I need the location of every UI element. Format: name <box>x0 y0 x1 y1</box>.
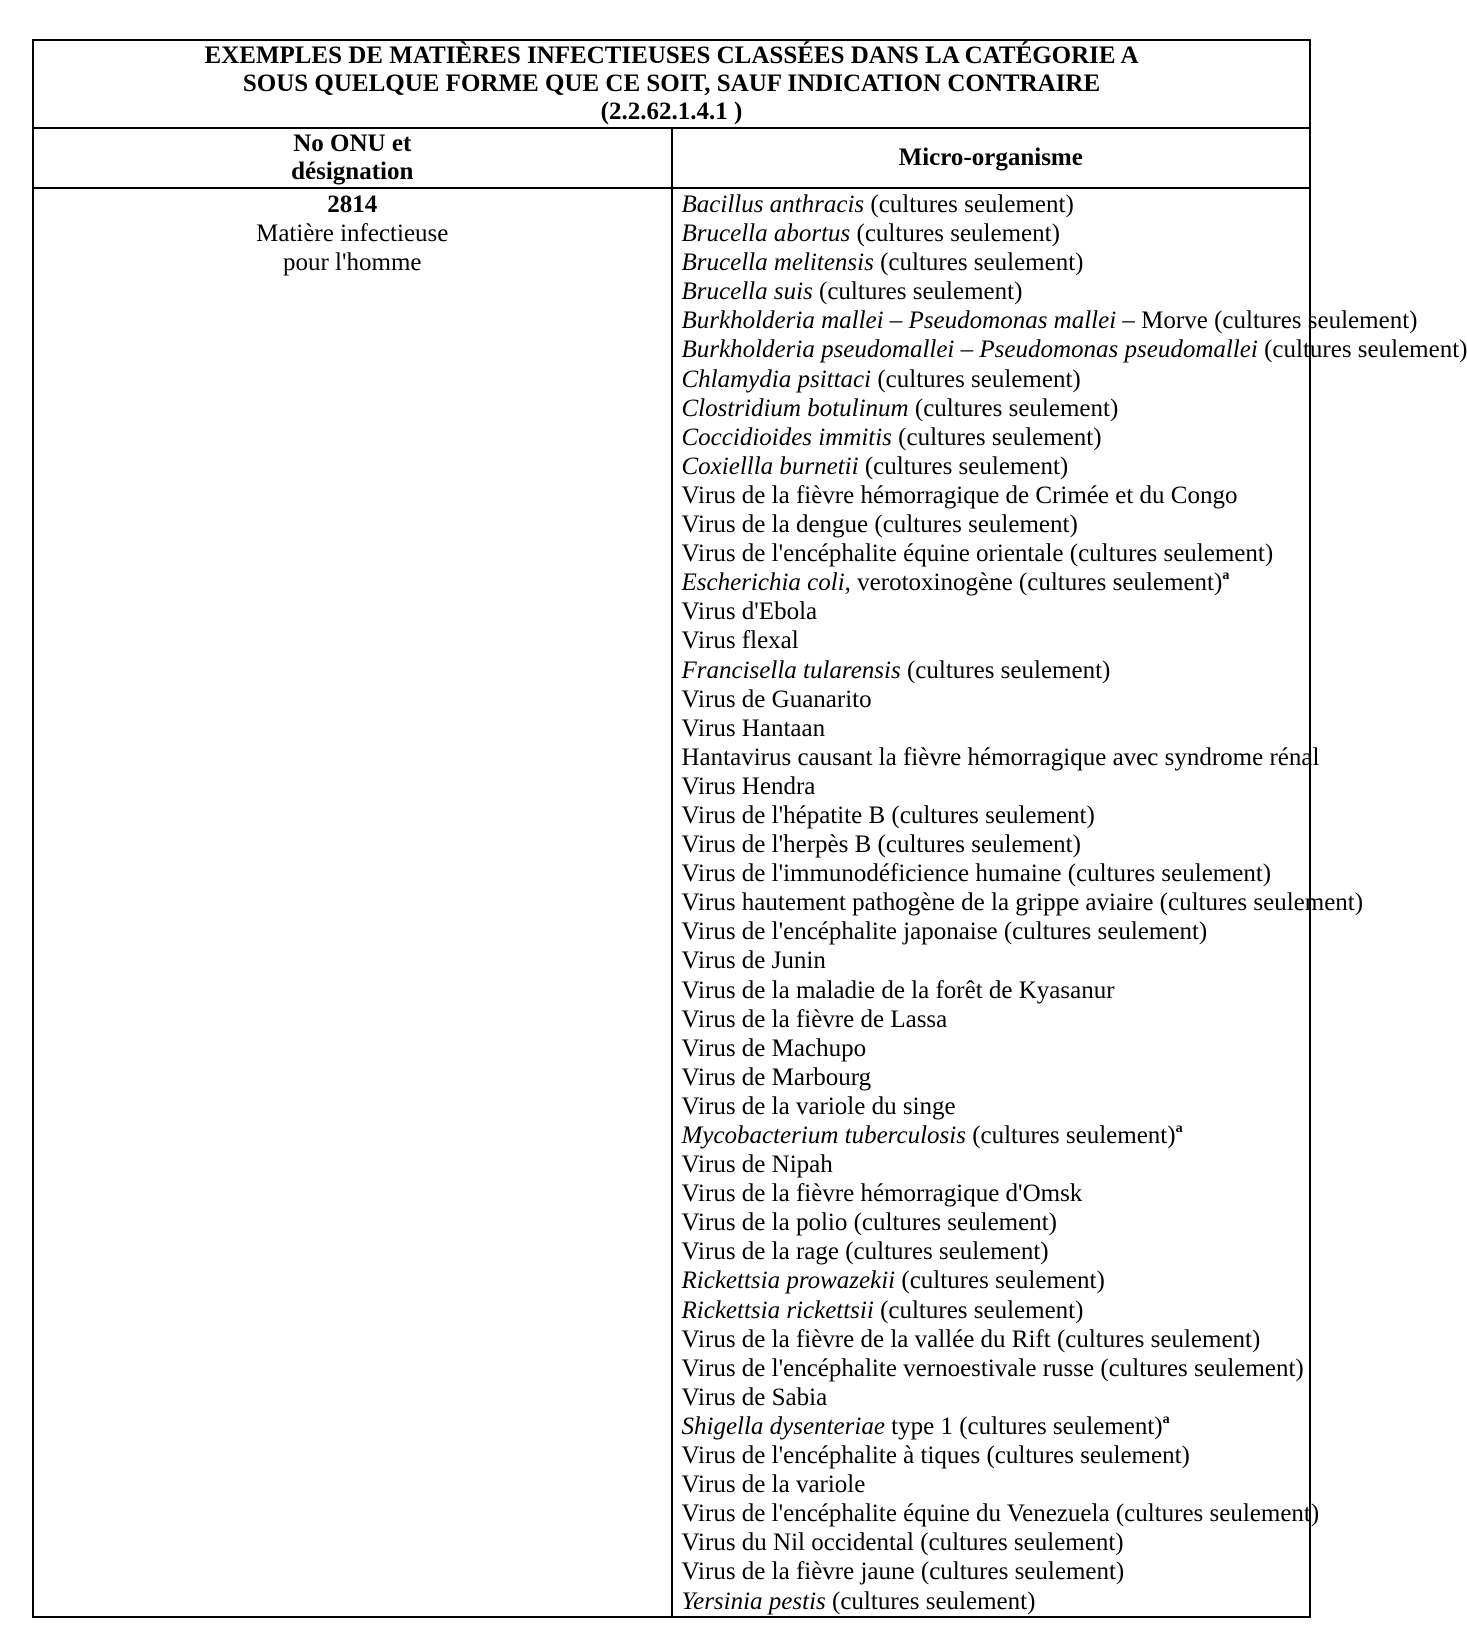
list-item <box>682 1557 1310 1586</box>
organism-text: Virus de l'herpès B (cultures seulement) <box>681 831 1081 859</box>
list-item <box>682 772 1310 801</box>
organism-text: Virus de Junin <box>681 947 826 975</box>
un-number: 2814 <box>327 191 378 218</box>
list-item <box>682 1296 1310 1325</box>
organism-text: Virus de l'encéphalite équine orientale (cultures seulement) <box>681 540 1274 568</box>
list-item <box>682 597 1310 626</box>
organism-text: (cultures seulement) <box>891 423 1102 451</box>
list-item <box>682 685 1310 714</box>
list-item <box>682 1092 1310 1121</box>
organism-text: type 1 (cultures seulement) <box>884 1412 1163 1440</box>
list-item <box>681 743 1320 772</box>
list-item <box>682 859 1310 888</box>
organism-text: , verotoxinogène (cultures seulement) <box>844 569 1223 597</box>
organism-text: (cultures seulement) <box>900 656 1111 684</box>
list-item <box>682 1266 1310 1295</box>
organism-text: Virus de la rage (cultures seulement) <box>681 1238 1049 1266</box>
list-item <box>682 1237 1310 1266</box>
organism-text: Virus de l'encéphalite équine du Venezuela (cultures seulement) <box>681 1500 1320 1528</box>
organism-text: (cultures seulement) <box>858 452 1069 480</box>
organism-scientific-name: Yersinia pestis <box>681 1587 826 1615</box>
organism-text: Virus de Sabia <box>681 1383 828 1411</box>
organism-text: Virus de la polio (cultures seulement) <box>681 1209 1057 1237</box>
column-header-left-line-1: No ONU et <box>293 130 412 157</box>
list-item <box>682 1383 1310 1412</box>
organism-scientific-name: Rickettsia prowazekii <box>681 1267 896 1295</box>
organism-text: Virus de Marbourg <box>681 1063 872 1091</box>
organism-text: Virus de l'encéphalite vernoestivale russe (cultures seulement) <box>681 1354 1304 1382</box>
organism-scientific-name: Brucella suis <box>681 278 813 306</box>
list-item <box>682 1528 1310 1557</box>
organism-text: Virus de l'encéphalite à tiques (cultures seulement) <box>681 1442 1190 1470</box>
list-item <box>682 277 1310 306</box>
organism-text: (cultures seulement) <box>873 249 1084 277</box>
designation-line-2: pour l'homme <box>282 249 422 276</box>
organism-scientific-name: Coccidioides immitis <box>681 423 892 451</box>
organism-list <box>672 188 1467 1617</box>
list-item <box>682 1441 1310 1470</box>
list-item <box>682 656 1310 685</box>
organism-text: (cultures seulement) <box>871 365 1081 393</box>
organism-text: Virus de Nipah <box>681 1151 833 1179</box>
table-title <box>33 40 1310 128</box>
list-item <box>682 1005 1310 1034</box>
organism-text: Virus de la dengue (cultures seulement) <box>681 511 1078 539</box>
list-item <box>682 946 1310 975</box>
organism-text: (cultures seulement) <box>1257 336 1467 364</box>
organism-scientific-name: Clostridium botulinum <box>681 394 909 422</box>
organism-text: (cultures seulement) <box>825 1587 1036 1615</box>
list-item <box>681 888 1364 917</box>
organism-text: Virus hautement pathogène de la grippe aviaire (cultures seulement) <box>681 889 1364 917</box>
footnote-marker: a <box>1222 567 1230 583</box>
list-item <box>682 248 1310 277</box>
list-item <box>682 1412 1310 1441</box>
organism-scientific-name: Chlamydia psittaci <box>681 365 872 393</box>
organism-scientific-name: Bacillus anthracis <box>681 191 865 218</box>
organism-scientific-name: Escherichia coli <box>681 569 845 597</box>
organism-text: Virus de la variole <box>681 1471 866 1499</box>
list-item <box>682 917 1310 946</box>
organism-text: (cultures seulement) <box>965 1122 1176 1149</box>
organism-text: (cultures seulement) <box>850 220 1060 248</box>
list-item <box>682 568 1310 597</box>
list-item <box>682 1034 1310 1063</box>
organism-text: Virus de la fièvre hémorragique de Crimée et du Congo <box>681 481 1238 509</box>
list-item <box>682 1354 1310 1383</box>
organism-text: Virus de l'encéphalite japonaise (cultures seulement) <box>681 918 1208 946</box>
organism-scientific-name: Brucella melitensis <box>681 249 874 277</box>
organism-text: Virus de la fièvre de la vallée du Rift (cultures seulement) <box>681 1325 1261 1353</box>
designation-cell <box>33 188 672 1617</box>
designation-line-1: Matière infectieuse <box>256 220 449 247</box>
organism-text: Virus du Nil occidental (cultures seulement) <box>681 1529 1124 1557</box>
organism-scientific-name: Mycobacterium tuberculosis <box>681 1122 966 1149</box>
list-item <box>682 190 1310 219</box>
list-item <box>682 539 1310 568</box>
organism-text: Virus de la fièvre de Lassa <box>681 1005 948 1033</box>
organism-text: Virus Hendra <box>681 772 816 800</box>
list-item <box>682 830 1310 859</box>
organism-text: (cultures seulement) <box>873 1296 1084 1324</box>
list-item <box>682 1121 1310 1150</box>
organism-scientific-name: Coxiellla burnetii <box>681 452 859 480</box>
organism-text: (cultures seulement) <box>895 1267 1105 1295</box>
organism-text: (cultures seulement) <box>812 278 1023 306</box>
organism-text: – Morve (cultures seulement) <box>1116 307 1418 335</box>
title-line-1: EXEMPLES DE MATIÈRES INFECTIEUSES CLASSÉES DANS LA CATÉGORIE A <box>204 42 1139 69</box>
organism-scientific-name: Rickettsia rickettsii <box>681 1296 874 1324</box>
list-item <box>682 452 1310 481</box>
column-header-un-number <box>33 128 672 188</box>
list-item <box>681 306 1418 335</box>
organism-text: Virus de Guanarito <box>681 685 872 713</box>
infectious-substances-table <box>32 39 1467 1618</box>
organism-text: Hantavirus causant la fièvre hémorragique avec syndrome rénal <box>681 743 1320 771</box>
list-item <box>681 335 1467 364</box>
list-item <box>682 510 1310 539</box>
list-item <box>682 1325 1310 1354</box>
organism-text: Virus de l'hépatite B (cultures seulement) <box>681 801 1095 829</box>
list-item <box>682 481 1310 510</box>
organism-text: (cultures seulement) <box>864 191 1074 218</box>
organism-text: Virus Hantaan <box>681 714 826 742</box>
footnote-marker: a <box>1162 1411 1170 1427</box>
list-item <box>682 1063 1310 1092</box>
list-item <box>682 394 1310 423</box>
organism-text: Virus flexal <box>681 627 799 655</box>
organism-scientific-name: Shigella dysenteriae <box>681 1412 885 1440</box>
organism-text: Virus de la variole du singe <box>681 1092 956 1120</box>
organism-text: (cultures seulement) <box>908 394 1119 422</box>
list-item <box>682 626 1310 655</box>
organism-text: Virus de l'immunodéficience humaine (cultures seulement) <box>681 860 1272 888</box>
column-header-left-line-2: désignation <box>291 158 414 185</box>
list-item <box>682 365 1310 394</box>
list-item <box>682 423 1310 452</box>
organism-scientific-name: Francisella tularensis <box>681 656 901 684</box>
list-item <box>682 976 1310 1005</box>
list-item <box>682 714 1310 743</box>
organism-scientific-name: Brucella abortus <box>681 220 851 248</box>
list-item <box>681 1499 1320 1528</box>
list-item <box>682 801 1310 830</box>
list-item <box>682 1150 1310 1179</box>
title-line-3: (2.2.62.1.4.1 ) <box>600 98 743 125</box>
organism-text: Virus d'Ebola <box>681 598 818 626</box>
organism-scientific-name: Burkholderia mallei – Pseudomonas mallei <box>681 307 1117 335</box>
list-item <box>682 1587 1310 1616</box>
organism-text: Virus de la fièvre jaune (cultures seulement) <box>681 1558 1125 1586</box>
list-item <box>682 1208 1310 1237</box>
title-line-2: SOUS QUELQUE FORME QUE CE SOIT, SAUF INDICATION CONTRAIRE <box>242 70 1101 97</box>
column-header-micro-organism: Micro-organisme <box>672 128 1311 188</box>
list-item <box>682 1179 1310 1208</box>
organism-text: Virus de Machupo <box>681 1034 867 1062</box>
list-item <box>682 1470 1310 1499</box>
organism-scientific-name: Burkholderia pseudomallei – Pseudomonas pseudomallei <box>681 336 1258 364</box>
list-item <box>682 219 1310 248</box>
organism-text: Virus de la maladie de la forêt de Kyasanur <box>681 976 1115 1004</box>
footnote-marker: a <box>1175 1120 1183 1136</box>
organism-text: Virus de la fièvre hémorragique d'Omsk <box>681 1180 1083 1208</box>
